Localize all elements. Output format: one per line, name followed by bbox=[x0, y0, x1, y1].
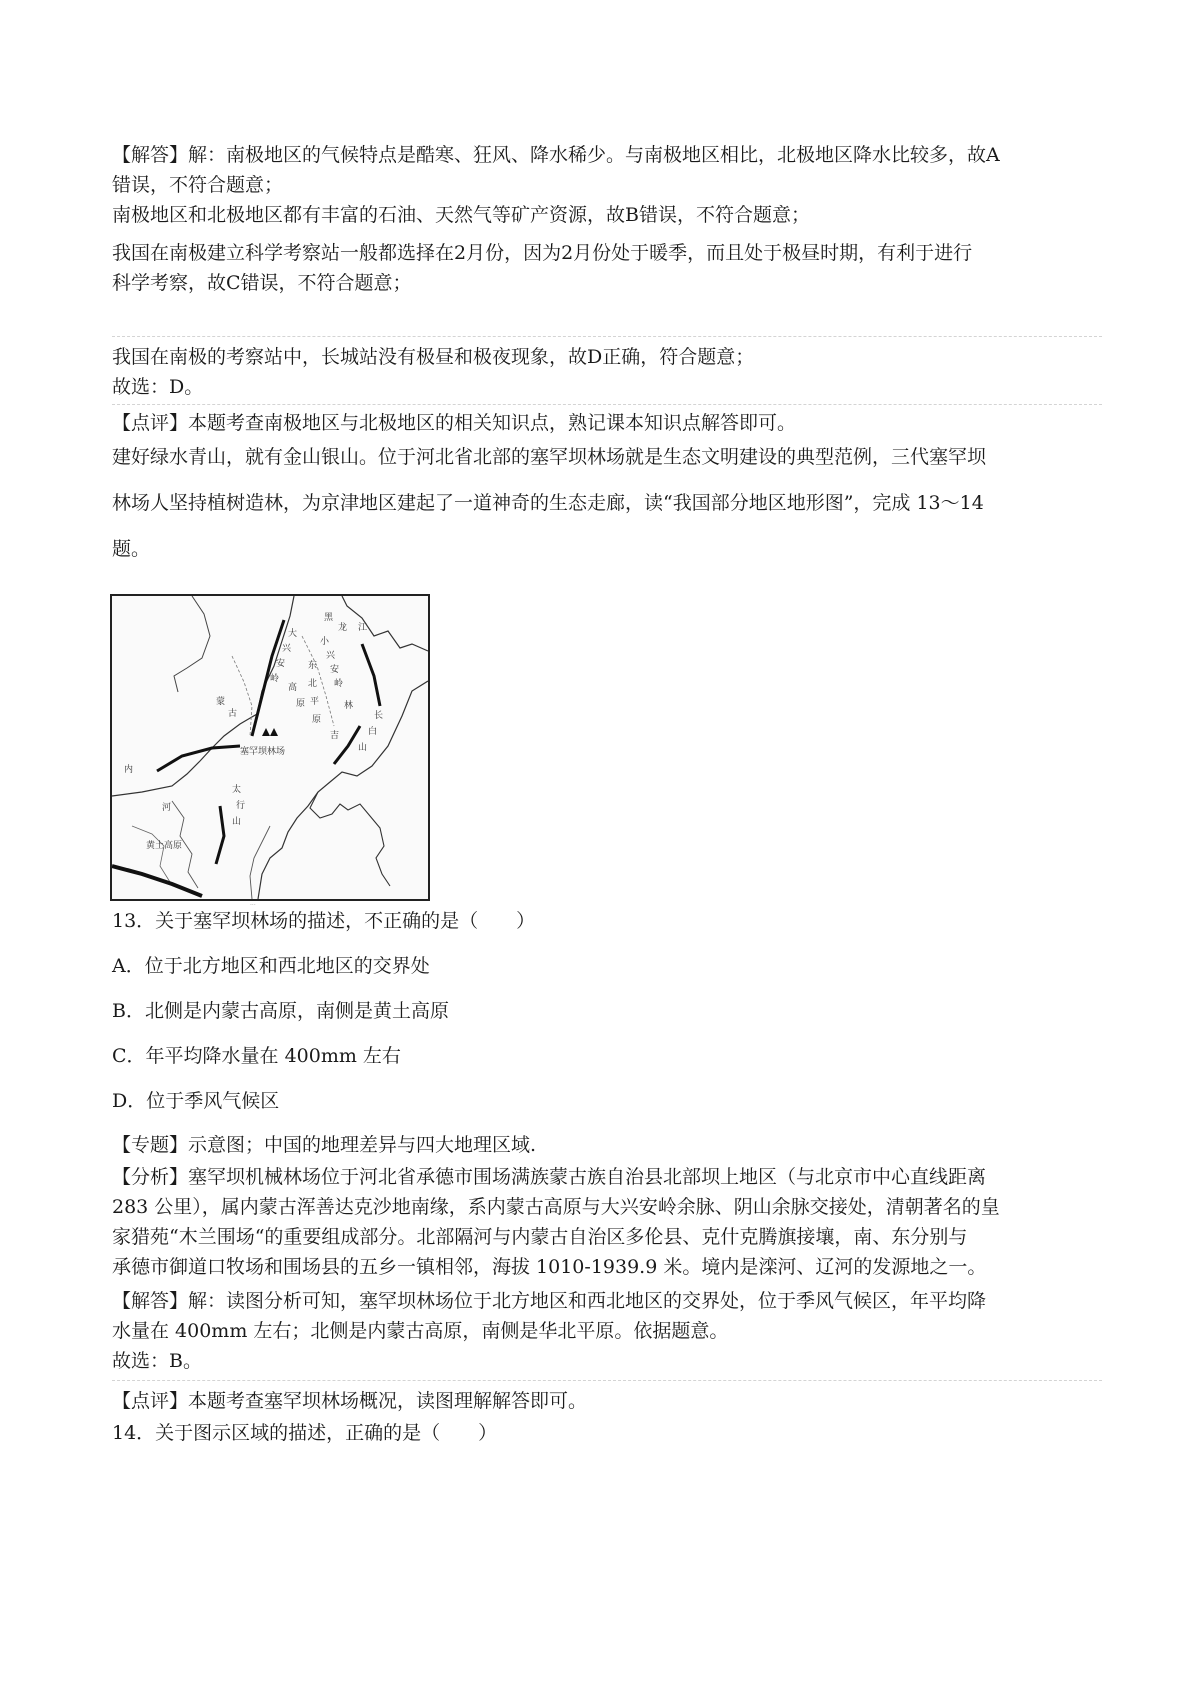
map-label: 龙 bbox=[338, 623, 348, 633]
map-label: 黑 bbox=[324, 613, 334, 623]
map-label: 北 bbox=[308, 679, 318, 689]
analysis-line: 承德市御道口牧场和围场县的五乡一镇相邻，海拔 1010-1939.9 米。境内是滦河、辽河的发源地之一。 bbox=[112, 1256, 987, 1278]
map-label: 林 bbox=[344, 701, 354, 711]
map-label: 内 bbox=[124, 765, 134, 775]
answer-section-1 bbox=[112, 140, 1102, 298]
topic-line: 【专题】示意图；中国的地理差异与四大地理区域. bbox=[112, 1134, 537, 1156]
map-label: 河 bbox=[162, 803, 172, 813]
answer-line: 水量在 400mm 左右；北侧是内蒙古高原，南侧是华北平原。依据题意。 bbox=[112, 1320, 729, 1342]
map-label: 黄土高原 bbox=[146, 841, 183, 851]
map-label: 江 bbox=[358, 623, 368, 633]
map-label: 高 bbox=[288, 683, 298, 693]
map-caption: ... bbox=[250, 900, 256, 907]
map-label: 兴 bbox=[326, 651, 336, 661]
map-label: 吉 bbox=[330, 731, 340, 741]
map-label: 白 bbox=[368, 727, 378, 737]
map-label: 岭 bbox=[270, 674, 280, 684]
map-label: 行 bbox=[236, 801, 246, 811]
question-13-option-a: A．位于北方地区和西北地区的交界处 bbox=[112, 955, 430, 977]
analysis-line: 家猎苑“木兰围场“的重要组成部分。北部隔河与内蒙古自治区多伦县、克什克腾旗接壤，南、东分别与 bbox=[112, 1226, 968, 1248]
answer-line: 错误，不符合题意； bbox=[112, 174, 284, 196]
answer-line: 我国在南极建立科学考察站一般都选择在2月份，因为2月份处于暖季，而且处于极昼时期，有利于进行 bbox=[112, 242, 973, 264]
terrain-map bbox=[110, 594, 430, 901]
intro-paragraph bbox=[112, 434, 1102, 572]
map-label: 东 bbox=[308, 661, 318, 671]
map-label: 长 bbox=[374, 711, 384, 721]
review-2: 【点评】本题考查塞罕坝林场概况，读图理解解答即可。 bbox=[112, 1390, 588, 1412]
question-13-option-d: D．位于季风气候区 bbox=[112, 1090, 280, 1112]
map-label: 平 bbox=[310, 697, 320, 707]
question-13-stem: 13．关于塞罕坝林场的描述，不正确的是（ ） bbox=[112, 910, 536, 932]
map-label: 大 bbox=[288, 629, 298, 639]
answer-line: 科学考察，故C错误，不符合题意； bbox=[112, 272, 412, 294]
dashed-separator bbox=[112, 404, 1102, 405]
intro-line: 建好绿水青山，就有金山银山。位于河北省北部的塞罕坝林场就是生态文明建设的典型范例，三代塞罕坝 bbox=[112, 446, 987, 468]
map-label: 山 bbox=[232, 817, 242, 827]
map-label: 原 bbox=[296, 699, 306, 709]
analysis-section bbox=[112, 1162, 1102, 1282]
intro-line: 林场人坚持植树造林，为京津地区建起了一道神奇的生态走廊，读“我国部分地区地形图”，完成 13～14 bbox=[112, 492, 984, 514]
analysis-line: 283 公里），属内蒙古浑善达克沙地南缘，系内蒙古高原与大兴安岭余脉、阴山余脉交接处，清朝著名的皇 bbox=[112, 1196, 1000, 1218]
map-label: 安 bbox=[276, 659, 286, 669]
map-label: 安 bbox=[330, 665, 340, 675]
map-label: 山 bbox=[358, 743, 368, 753]
map-label: 塞罕坝林场 bbox=[240, 747, 286, 757]
question-14-stem: 14．关于图示区域的描述，正确的是（ ） bbox=[112, 1422, 498, 1444]
answer-line: 南极地区和北极地区都有丰富的石油、天然气等矿产资源，故B错误，不符合题意； bbox=[112, 204, 810, 226]
map-label: 岭 bbox=[334, 679, 344, 689]
answer-line: 我国在南极的考察站中，长城站没有极昼和极夜现象，故D正确，符合题意； bbox=[112, 346, 755, 368]
answer-line: 故选：D。 bbox=[112, 376, 204, 398]
answer-section-2 bbox=[112, 1286, 1102, 1376]
intro-line: 题。 bbox=[112, 538, 151, 560]
answer-line: 【解答】解：读图分析可知，塞罕坝林场位于北方地区和西北地区的交界处，位于季风气候区，年平均降 bbox=[112, 1290, 987, 1312]
answer-section-1-cont bbox=[112, 342, 1102, 402]
dashed-separator bbox=[112, 1380, 1102, 1381]
map-label: 太 bbox=[232, 785, 242, 795]
map-label: 小 bbox=[320, 637, 330, 647]
map-label: 古 bbox=[228, 709, 238, 719]
map-label: 兴 bbox=[282, 644, 292, 654]
question-13-option-c: C．年平均降水量在 400mm 左右 bbox=[112, 1045, 401, 1067]
map-label: 原 bbox=[312, 715, 322, 725]
question-13-option-b: B．北侧是内蒙古高原，南侧是黄土高原 bbox=[112, 1000, 449, 1022]
analysis-line: 【分析】塞罕坝机械林场位于河北省承德市围场满族蒙古族自治县北部坝上地区（与北京市中心直线距离 bbox=[112, 1166, 987, 1188]
answer-line: 【解答】解：南极地区的气候特点是酷寒、狂风、降水稀少。与南极地区相比，北极地区降水比较多，故A bbox=[112, 144, 1000, 166]
dashed-separator bbox=[112, 336, 1102, 337]
terrain-map-drawing bbox=[112, 596, 428, 899]
answer-line: 故选：B。 bbox=[112, 1350, 202, 1372]
review-1: 【点评】本题考查南极地区与北极地区的相关知识点，熟记课本知识点解答即可。 bbox=[112, 412, 797, 434]
map-label: 蒙 bbox=[216, 697, 226, 707]
